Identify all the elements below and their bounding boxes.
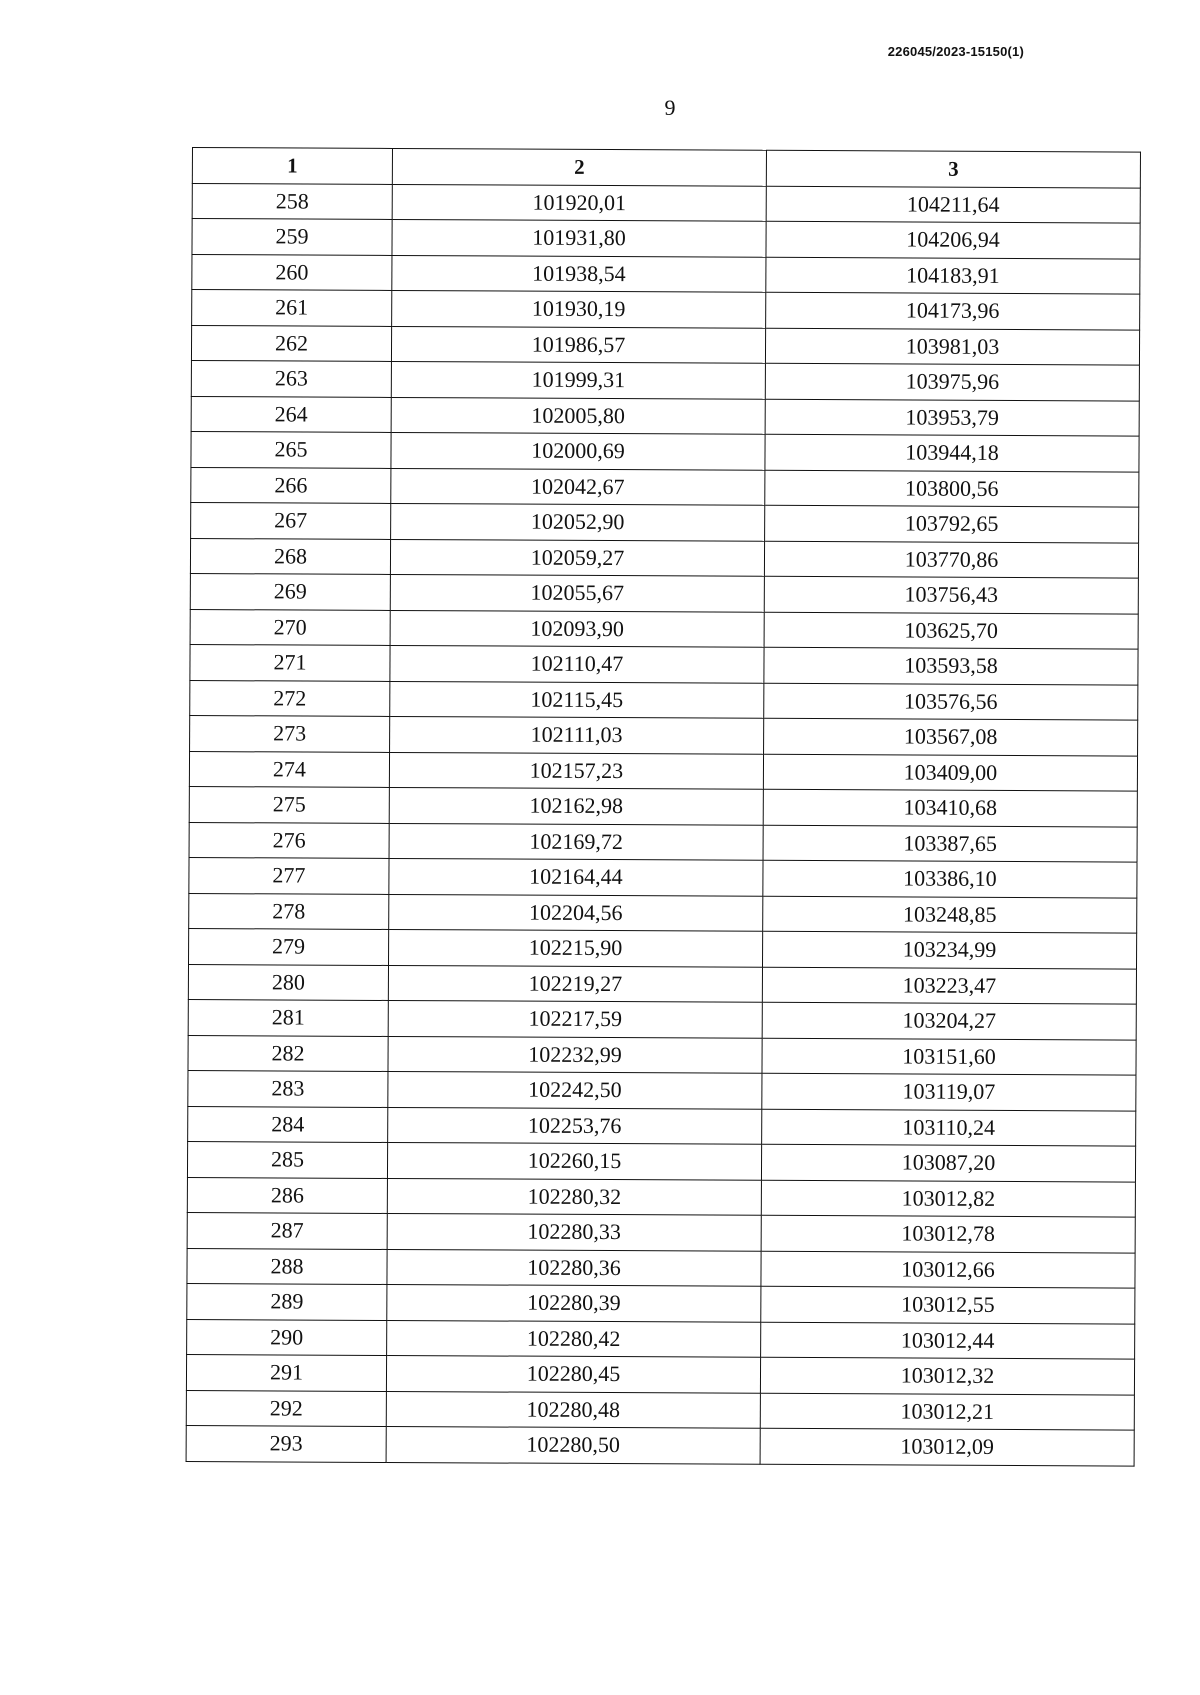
x-coordinate-cell: 102110,47 bbox=[390, 645, 764, 682]
y-coordinate-cell: 103012,55 bbox=[761, 1286, 1135, 1323]
table-row bbox=[192, 254, 1140, 294]
table-row bbox=[192, 290, 1140, 330]
x-coordinate-cell: 102232,99 bbox=[388, 1036, 762, 1073]
point-number-cell: 267 bbox=[191, 502, 391, 538]
x-coordinate-cell: 102242,50 bbox=[388, 1071, 762, 1108]
point-number-cell: 259 bbox=[192, 219, 392, 255]
table-row bbox=[190, 609, 1138, 649]
x-coordinate-cell: 102162,98 bbox=[389, 787, 763, 824]
point-number-cell: 281 bbox=[188, 999, 388, 1035]
table-row bbox=[188, 964, 1136, 1004]
table-row bbox=[187, 1212, 1135, 1252]
y-coordinate-cell: 103248,85 bbox=[763, 896, 1137, 933]
table-row bbox=[190, 573, 1138, 613]
point-number-cell: 290 bbox=[187, 1319, 387, 1355]
point-number-cell: 264 bbox=[191, 396, 391, 432]
table-row bbox=[186, 1390, 1134, 1430]
table-row bbox=[187, 1177, 1135, 1217]
table-row bbox=[189, 822, 1137, 862]
point-number-cell: 293 bbox=[186, 1425, 386, 1461]
table-row bbox=[189, 751, 1137, 791]
table-row bbox=[187, 1248, 1135, 1288]
x-coordinate-cell: 102111,03 bbox=[390, 716, 764, 753]
y-coordinate-cell: 103981,03 bbox=[765, 328, 1139, 365]
table-row bbox=[191, 431, 1139, 471]
table-row bbox=[191, 502, 1139, 542]
point-number-cell: 268 bbox=[190, 538, 390, 574]
table-row bbox=[186, 1425, 1134, 1465]
table-row bbox=[190, 644, 1138, 684]
y-coordinate-cell: 103012,09 bbox=[760, 1428, 1134, 1465]
table-row bbox=[187, 1319, 1135, 1359]
table-row bbox=[189, 786, 1137, 826]
table-row bbox=[188, 1035, 1136, 1075]
table-row bbox=[190, 715, 1138, 755]
y-coordinate-cell: 103012,44 bbox=[761, 1322, 1135, 1359]
table-row bbox=[192, 183, 1140, 223]
point-number-cell: 275 bbox=[189, 786, 389, 822]
table-row bbox=[192, 219, 1140, 259]
x-coordinate-cell: 101999,31 bbox=[391, 361, 765, 398]
x-coordinate-cell: 102059,27 bbox=[390, 539, 764, 576]
point-number-cell: 288 bbox=[187, 1248, 387, 1284]
point-number-cell: 284 bbox=[188, 1106, 388, 1142]
point-number-cell: 278 bbox=[189, 893, 389, 929]
x-coordinate-cell: 101986,57 bbox=[391, 326, 765, 363]
y-coordinate-cell: 103770,86 bbox=[764, 541, 1138, 578]
table-row bbox=[191, 396, 1139, 436]
point-number-cell: 277 bbox=[189, 857, 389, 893]
y-coordinate-cell: 104211,64 bbox=[766, 186, 1140, 223]
y-coordinate-cell: 103800,56 bbox=[765, 470, 1139, 507]
column-header: 1 bbox=[192, 148, 392, 184]
y-coordinate-cell: 103386,10 bbox=[763, 860, 1137, 897]
table-row bbox=[188, 999, 1136, 1039]
x-coordinate-cell: 102280,33 bbox=[387, 1213, 761, 1250]
x-coordinate-cell: 101920,01 bbox=[392, 184, 766, 221]
point-number-cell: 258 bbox=[192, 183, 392, 219]
point-number-cell: 285 bbox=[187, 1141, 387, 1177]
y-coordinate-cell: 103151,60 bbox=[762, 1038, 1136, 1075]
x-coordinate-cell: 102115,45 bbox=[390, 681, 764, 718]
table-row bbox=[189, 928, 1137, 968]
x-coordinate-cell: 102157,23 bbox=[389, 752, 763, 789]
table-row bbox=[191, 325, 1139, 365]
y-coordinate-cell: 103792,65 bbox=[765, 505, 1139, 542]
point-number-cell: 289 bbox=[187, 1283, 387, 1319]
y-coordinate-cell: 104183,91 bbox=[766, 257, 1140, 294]
y-coordinate-cell: 103625,70 bbox=[764, 612, 1138, 649]
point-number-cell: 279 bbox=[189, 928, 389, 964]
table-row bbox=[191, 360, 1139, 400]
x-coordinate-cell: 102042,67 bbox=[391, 468, 765, 505]
x-coordinate-cell: 102219,27 bbox=[388, 965, 762, 1002]
y-coordinate-cell: 103944,18 bbox=[765, 434, 1139, 471]
x-coordinate-cell: 102215,90 bbox=[389, 929, 763, 966]
point-number-cell: 266 bbox=[191, 467, 391, 503]
x-coordinate-cell: 102052,90 bbox=[391, 503, 765, 540]
table-body bbox=[186, 183, 1140, 1466]
y-coordinate-cell: 103409,00 bbox=[763, 754, 1137, 791]
y-coordinate-cell: 103204,27 bbox=[762, 1002, 1136, 1039]
x-coordinate-cell: 102005,80 bbox=[391, 397, 765, 434]
table-row bbox=[189, 893, 1137, 933]
table-row bbox=[188, 1106, 1136, 1146]
table-row bbox=[187, 1283, 1135, 1323]
column-header: 2 bbox=[392, 148, 766, 185]
point-number-cell: 282 bbox=[188, 1035, 388, 1071]
x-coordinate-cell: 102260,15 bbox=[387, 1142, 761, 1179]
point-number-cell: 292 bbox=[186, 1390, 386, 1426]
x-coordinate-cell: 101930,19 bbox=[392, 290, 766, 327]
x-coordinate-cell: 102169,72 bbox=[389, 823, 763, 860]
table-row bbox=[187, 1141, 1135, 1181]
y-coordinate-cell: 103087,20 bbox=[761, 1144, 1135, 1181]
point-number-cell: 283 bbox=[188, 1070, 388, 1106]
y-coordinate-cell: 104173,96 bbox=[766, 292, 1140, 329]
table-row bbox=[189, 857, 1137, 897]
point-number-cell: 270 bbox=[190, 609, 390, 645]
point-number-cell: 273 bbox=[190, 715, 390, 751]
column-header: 3 bbox=[766, 150, 1140, 187]
y-coordinate-cell: 103756,43 bbox=[764, 576, 1138, 613]
y-coordinate-cell: 103975,96 bbox=[765, 363, 1139, 400]
y-coordinate-cell: 103576,56 bbox=[764, 683, 1138, 720]
y-coordinate-cell: 103567,08 bbox=[764, 718, 1138, 755]
x-coordinate-cell: 101931,80 bbox=[392, 219, 766, 256]
y-coordinate-cell: 103012,66 bbox=[761, 1251, 1135, 1288]
point-number-cell: 263 bbox=[191, 360, 391, 396]
x-coordinate-cell: 102280,42 bbox=[387, 1320, 761, 1357]
table-row bbox=[190, 538, 1138, 578]
point-number-cell: 287 bbox=[187, 1212, 387, 1248]
table-row bbox=[186, 1354, 1134, 1394]
x-coordinate-cell: 102217,59 bbox=[388, 1000, 762, 1037]
y-coordinate-cell: 103410,68 bbox=[763, 789, 1137, 826]
point-number-cell: 269 bbox=[190, 573, 390, 609]
y-coordinate-cell: 103012,78 bbox=[761, 1215, 1135, 1252]
point-number-cell: 272 bbox=[190, 680, 390, 716]
document-id: 226045/2023-15150(1) bbox=[887, 44, 1024, 59]
x-coordinate-cell: 102280,48 bbox=[386, 1391, 760, 1428]
y-coordinate-cell: 103012,82 bbox=[761, 1180, 1135, 1217]
y-coordinate-cell: 103953,79 bbox=[765, 399, 1139, 436]
y-coordinate-cell: 103223,47 bbox=[762, 967, 1136, 1004]
x-coordinate-cell: 102000,69 bbox=[391, 432, 765, 469]
y-coordinate-cell: 103119,07 bbox=[762, 1073, 1136, 1110]
x-coordinate-cell: 101938,54 bbox=[392, 255, 766, 292]
x-coordinate-cell: 102253,76 bbox=[388, 1107, 762, 1144]
y-coordinate-cell: 103387,65 bbox=[763, 825, 1137, 862]
table-header-row bbox=[192, 148, 1140, 188]
point-number-cell: 280 bbox=[188, 964, 388, 1000]
x-coordinate-cell: 102280,36 bbox=[387, 1249, 761, 1286]
point-number-cell: 262 bbox=[191, 325, 391, 361]
point-number-cell: 260 bbox=[192, 254, 392, 290]
y-coordinate-cell: 103110,24 bbox=[762, 1109, 1136, 1146]
point-number-cell: 276 bbox=[189, 822, 389, 858]
point-number-cell: 261 bbox=[192, 290, 392, 326]
table-row bbox=[188, 1070, 1136, 1110]
point-number-cell: 291 bbox=[186, 1354, 386, 1390]
x-coordinate-cell: 102204,56 bbox=[389, 894, 763, 931]
x-coordinate-cell: 102280,32 bbox=[387, 1178, 761, 1215]
y-coordinate-cell: 104206,94 bbox=[766, 221, 1140, 258]
y-coordinate-cell: 103012,32 bbox=[760, 1357, 1134, 1394]
point-number-cell: 286 bbox=[187, 1177, 387, 1213]
x-coordinate-cell: 102164,44 bbox=[389, 858, 763, 895]
coordinates-table bbox=[186, 147, 1141, 1466]
x-coordinate-cell: 102093,90 bbox=[390, 610, 764, 647]
y-coordinate-cell: 103593,58 bbox=[764, 647, 1138, 684]
x-coordinate-cell: 102280,50 bbox=[386, 1426, 760, 1463]
x-coordinate-cell: 102280,45 bbox=[386, 1355, 760, 1392]
x-coordinate-cell: 102280,39 bbox=[387, 1284, 761, 1321]
point-number-cell: 274 bbox=[189, 751, 389, 787]
x-coordinate-cell: 102055,67 bbox=[390, 574, 764, 611]
point-number-cell: 271 bbox=[190, 644, 390, 680]
y-coordinate-cell: 103012,21 bbox=[760, 1393, 1134, 1430]
coordinates-table-container bbox=[186, 147, 1140, 1466]
y-coordinate-cell: 103234,99 bbox=[763, 931, 1137, 968]
point-number-cell: 265 bbox=[191, 431, 391, 467]
table-row bbox=[191, 467, 1139, 507]
table-row bbox=[190, 680, 1138, 720]
page-number: 9 bbox=[664, 95, 676, 120]
